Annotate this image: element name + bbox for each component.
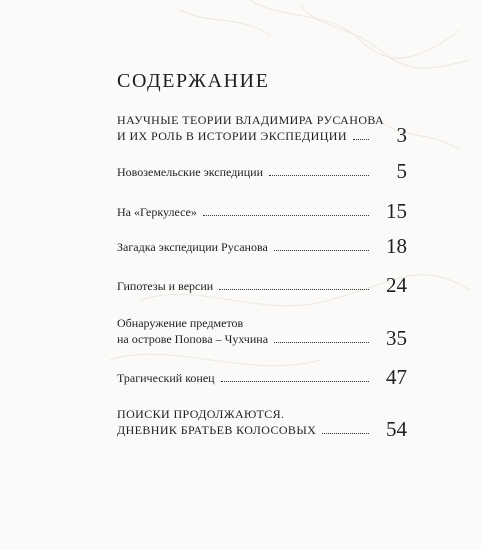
toc-entry-title-line: ПОИСКИ ПРОДОЛЖАЮТСЯ. [117, 407, 285, 421]
toc-page-number: 18 [386, 234, 407, 258]
dot-leader [221, 381, 369, 382]
toc-entry [117, 406, 407, 441]
toc-page-number: 5 [396, 159, 407, 183]
toc-page-number: 24 [386, 273, 407, 297]
dot-leader [353, 139, 369, 140]
dot-leader [274, 250, 369, 251]
dot-leader [322, 433, 369, 434]
toc-entry [117, 159, 407, 183]
dot-leader [219, 289, 369, 290]
toc-entry-title-line: И ИХ РОЛЬ В ИСТОРИИ ЭКСПЕДИЦИИ [117, 129, 347, 143]
toc-entry-title-line: Обнаружение предметов [117, 316, 244, 330]
toc-entry [117, 315, 407, 350]
toc-entry-title-line: Новоземельские экспедиции [117, 165, 263, 179]
toc-page-number: 47 [386, 365, 407, 389]
toc-entry [117, 199, 407, 223]
toc-entry-title-line: На «Геркулесе» [117, 205, 197, 219]
toc-entry [117, 112, 407, 147]
toc-entry-title-line: на острове Попова – Чухчина [117, 332, 269, 346]
toc-entry-title-line: Трагический конец [117, 371, 215, 385]
toc-entry [117, 365, 407, 389]
dot-leader [269, 175, 369, 176]
toc-page-number: 15 [386, 199, 407, 223]
toc-title: СОДЕРЖАНИЕ [117, 70, 270, 92]
toc-entry-title-line: Гипотезы и версии [117, 279, 214, 293]
toc-page-number: 54 [386, 417, 407, 441]
dot-leader [274, 342, 369, 343]
toc-entry-title-line: ДНЕВНИК БРАТЬЕВ КОЛОСОВЫХ [117, 423, 317, 437]
toc-entry [117, 234, 407, 258]
toc-entry-title-line: Загадка экспедиции Русанова [117, 240, 268, 254]
toc-entry [117, 273, 407, 297]
toc-entry-title-line: НАУЧНЫЕ ТЕОРИИ ВЛАДИМИРА РУСАНОВА [117, 113, 385, 127]
dot-leader [203, 215, 369, 216]
toc-page-number: 3 [396, 123, 407, 147]
toc-page-number: 35 [386, 326, 407, 350]
